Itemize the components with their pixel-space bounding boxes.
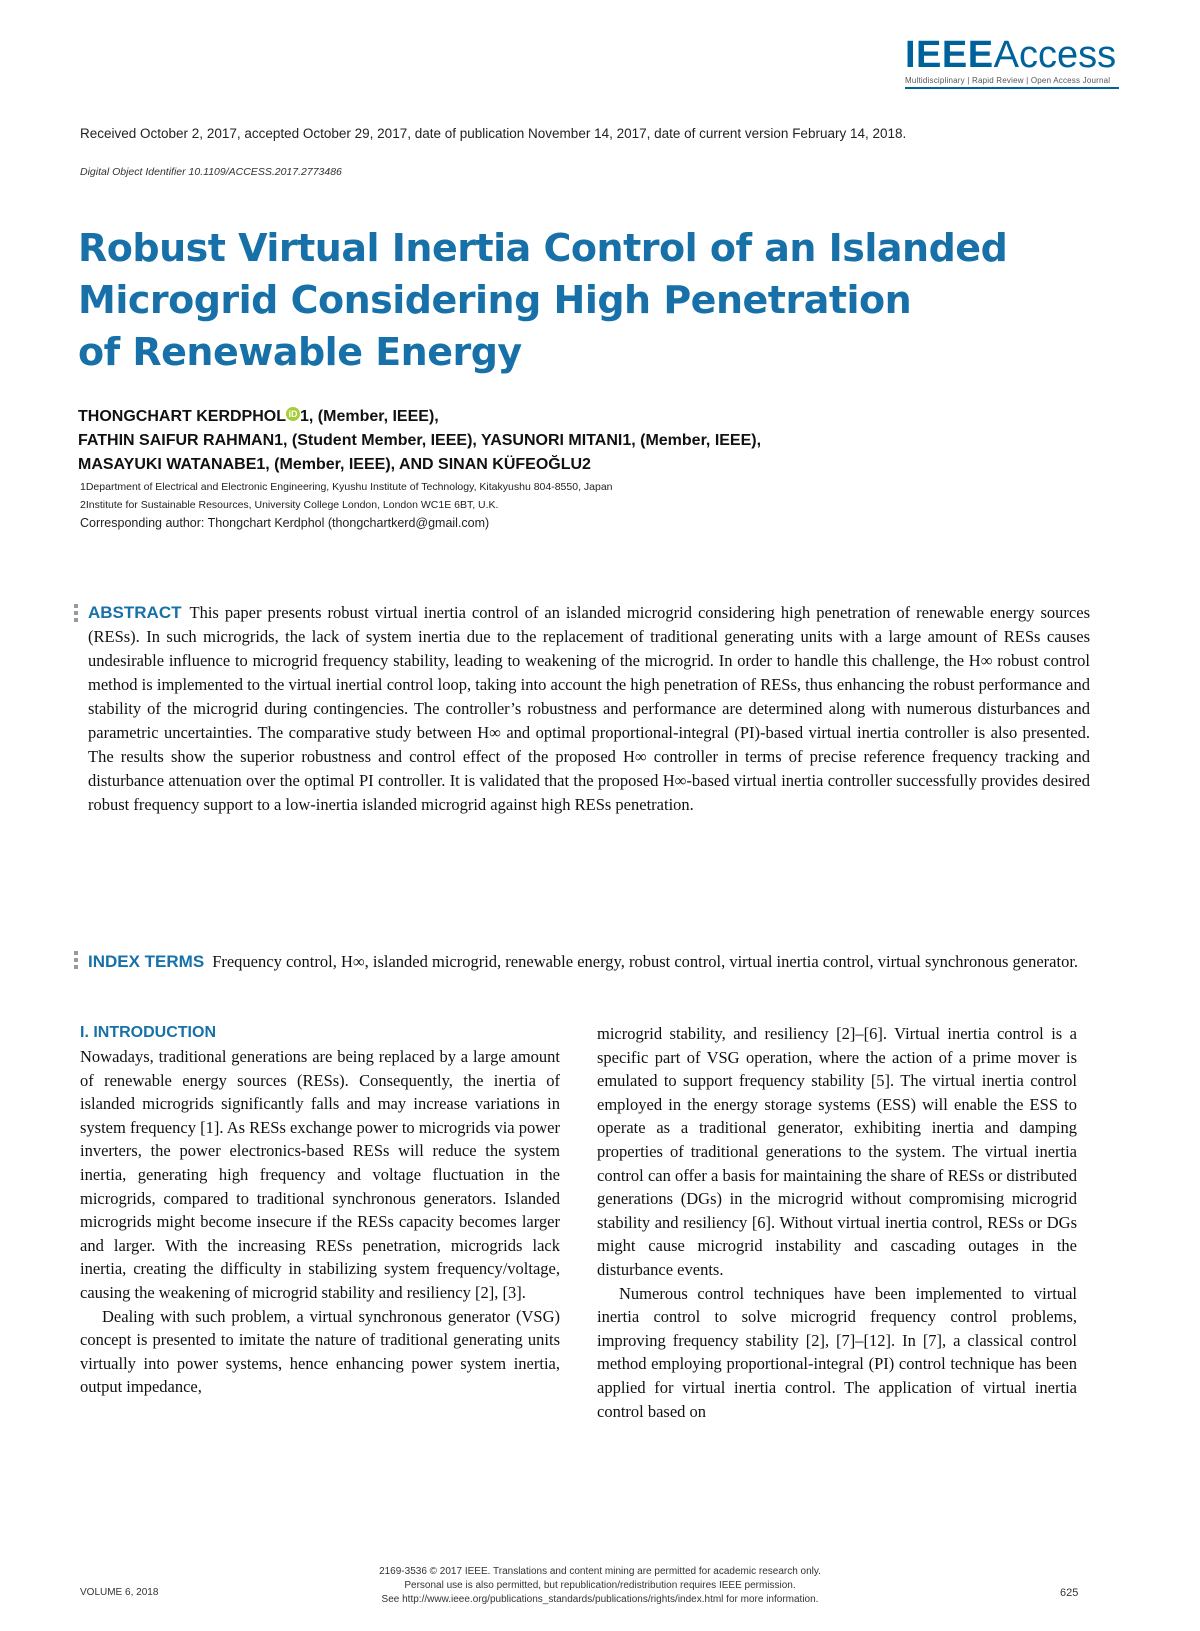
- body-paragraph: microgrid stability, and resiliency [2]–[6]. Virtual inertia control is a specific part of VSG operation, where the action of a prime mover is emulated to support frequency stability [5]. The virtual inertia control employed in the energy storage systems (ESS) will enable the ESS to operate as a traditional generator, exhibiting inertia and damping properties of traditional generations to the system. The virtual inertia control can offer a basis for maintaining the share of RESs or distributed generations (DGs) in the microgrid without compromising microgrid stability and resiliency [6]. Without virtual inertia control, RESs or DGs might cause microgrid instability and cascading outages in the disturbance events.: [597, 1024, 1077, 1279]
- index-terms-text: Frequency control, H∞, islanded microgrid, renewable energy, robust control, virtual inertia control, virtual synchronous generator.: [212, 952, 1079, 971]
- journal-brand: [905, 34, 1119, 76]
- journal-logo: [905, 34, 1119, 85]
- section-heading: I. INTRODUCTION: [80, 1024, 216, 1041]
- body-paragraph: Nowadays, traditional generations are being replaced by a large amount of renewable energy sources (RESs). Consequently, the inertia of islanded microgrids significantly falls and may increase variations in system frequency [1]. As RESs exchange power to microgrids via power inverters, the power electronics-based RESs will reduce the system inertia, generating high frequency and voltage fluctuation in the microgrids, compared to traditional synchronous generators. Islanded microgrids might become insecure if the RESs capacity becomes larger and larger. With the increasing RESs penetration, microgrids lack inertia, creating the difficulty in stabilizing system frequency/voltage, causing the weakening of microgrid stability and resiliency [2], [3].: [80, 1047, 560, 1302]
- body-paragraph: Dealing with such problem, a virtual synchronous generator (VSG) concept is presented to imitate the nature of traditional generating units virtually into power systems, hence enhancing power system inertia, output impedance,: [80, 1306, 560, 1397]
- abstract-text: This paper presents robust virtual inertia control of an islanded microgrid considering high penetration of renewable energy sources (RESs). In such microgrids, the lack of system inertia due to the replacement of traditional generating units with a large amount of RESs causes undesirable influence to microgrid frequency stability, leading to weakening of the microgrid. In order to handle this challenge, the H∞ robust control method is implemented to the virtual inertial control loop, taking into account the high penetration of RESs, thus enhancing the robust performance and stability of the microgrid during contingencies. The controller’s robustness and performance are determined along with numerous disturbances and parametric uncertainties. The comparative study between H∞ and optimal proportional-integral (PI)-based virtual inertia controller is also presented. The results show the superior robustness and control effect of the proposed H∞ controller in terms of precise reference frequency tracking and disturbance attenuation over the optimal PI controller. It is validated that the proposed H∞-based virtual inertia controller successfully provides desired robust frequency support to a low-inertia islanded microgrid against high RESs penetration.: [88, 603, 1090, 814]
- page-number: 625: [1060, 1587, 1079, 1599]
- body-paragraph: Numerous control techniques have been implemented to virtual inertia control to solve microgrid frequency control problems, improving frequency stability [2], [7]–[12]. In [7], a classical control method employing proportional-integral (PI) control technique has been applied for virtual inertia control. The application of virtual inertia control based on: [597, 1283, 1077, 1421]
- author-line: MASAYUKI WATANABE1, (Member, IEEE), AND SINAN KÜFEOĞLU2: [78, 456, 591, 473]
- copyright-line: 2169-3536 © 2017 IEEE. Translations and content mining are permitted for academic research only.: [379, 1566, 821, 1577]
- copyright-notice: [260, 1565, 940, 1607]
- copyright-line[interactable]: See http://www.ieee.org/publications_standards/publications/rights/index.html for more information.: [381, 1594, 819, 1605]
- copyright-line: Personal use is also permitted, but republication/redistribution requires IEEE permission.: [404, 1580, 796, 1591]
- affiliation: 2Institute for Sustainable Resources, University College London, London WC1E 6BT, U.K.: [80, 499, 499, 511]
- journal-tagline: Multidisciplinary | Rapid Review | Open Access Journal: [905, 76, 1111, 85]
- right-column: [597, 1022, 1077, 1423]
- affiliations: [80, 478, 613, 514]
- header-rule: [905, 87, 1119, 89]
- author-name: THONGCHART KERDPHOL: [78, 408, 286, 425]
- index-terms-label: INDEX TERMS: [88, 952, 205, 971]
- abstract-label: ABSTRACT: [88, 603, 182, 622]
- title-line: of Renewable Energy: [78, 330, 522, 374]
- abstract: [88, 601, 1090, 817]
- author-list: [78, 405, 1078, 477]
- orcid-icon[interactable]: iD: [286, 407, 300, 421]
- publication-dates: Received October 2, 2017, accepted October 29, 2017, date of publication November 14, 2017, date of current version February 14, 2018.: [80, 126, 907, 141]
- author-line: FATHIN SAIFUR RAHMAN1, (Student Member, IEEE), YASUNORI MITANI1, (Member, IEEE),: [78, 432, 762, 449]
- author-line: [78, 405, 1078, 429]
- brand-light: Access: [993, 34, 1117, 76]
- index-terms: [88, 950, 1090, 974]
- corresponding-author: Corresponding author: Thongchart Kerdphol (thongchartkerd@gmail.com): [80, 516, 490, 530]
- title-line: Microgrid Considering High Penetration: [78, 278, 912, 322]
- author-affil: 1, (Member, IEEE),: [300, 408, 439, 425]
- affiliation: 1Department of Electrical and Electronic Engineering, Kyushu Institute of Technology, Kitakyushu 804-8550, Japan: [80, 481, 613, 493]
- title-line: Robust Virtual Inertia Control of an Islanded: [78, 226, 1008, 270]
- brand-bold: IEEE: [905, 34, 994, 76]
- section-marker-icon: [74, 604, 80, 625]
- left-column: [80, 1022, 560, 1399]
- doi: Digital Object Identifier 10.1109/ACCESS.2017.2773486: [80, 166, 342, 178]
- volume-label: VOLUME 6, 2018: [80, 1587, 159, 1598]
- paper-title: [78, 222, 1008, 378]
- section-marker-icon: [74, 951, 80, 972]
